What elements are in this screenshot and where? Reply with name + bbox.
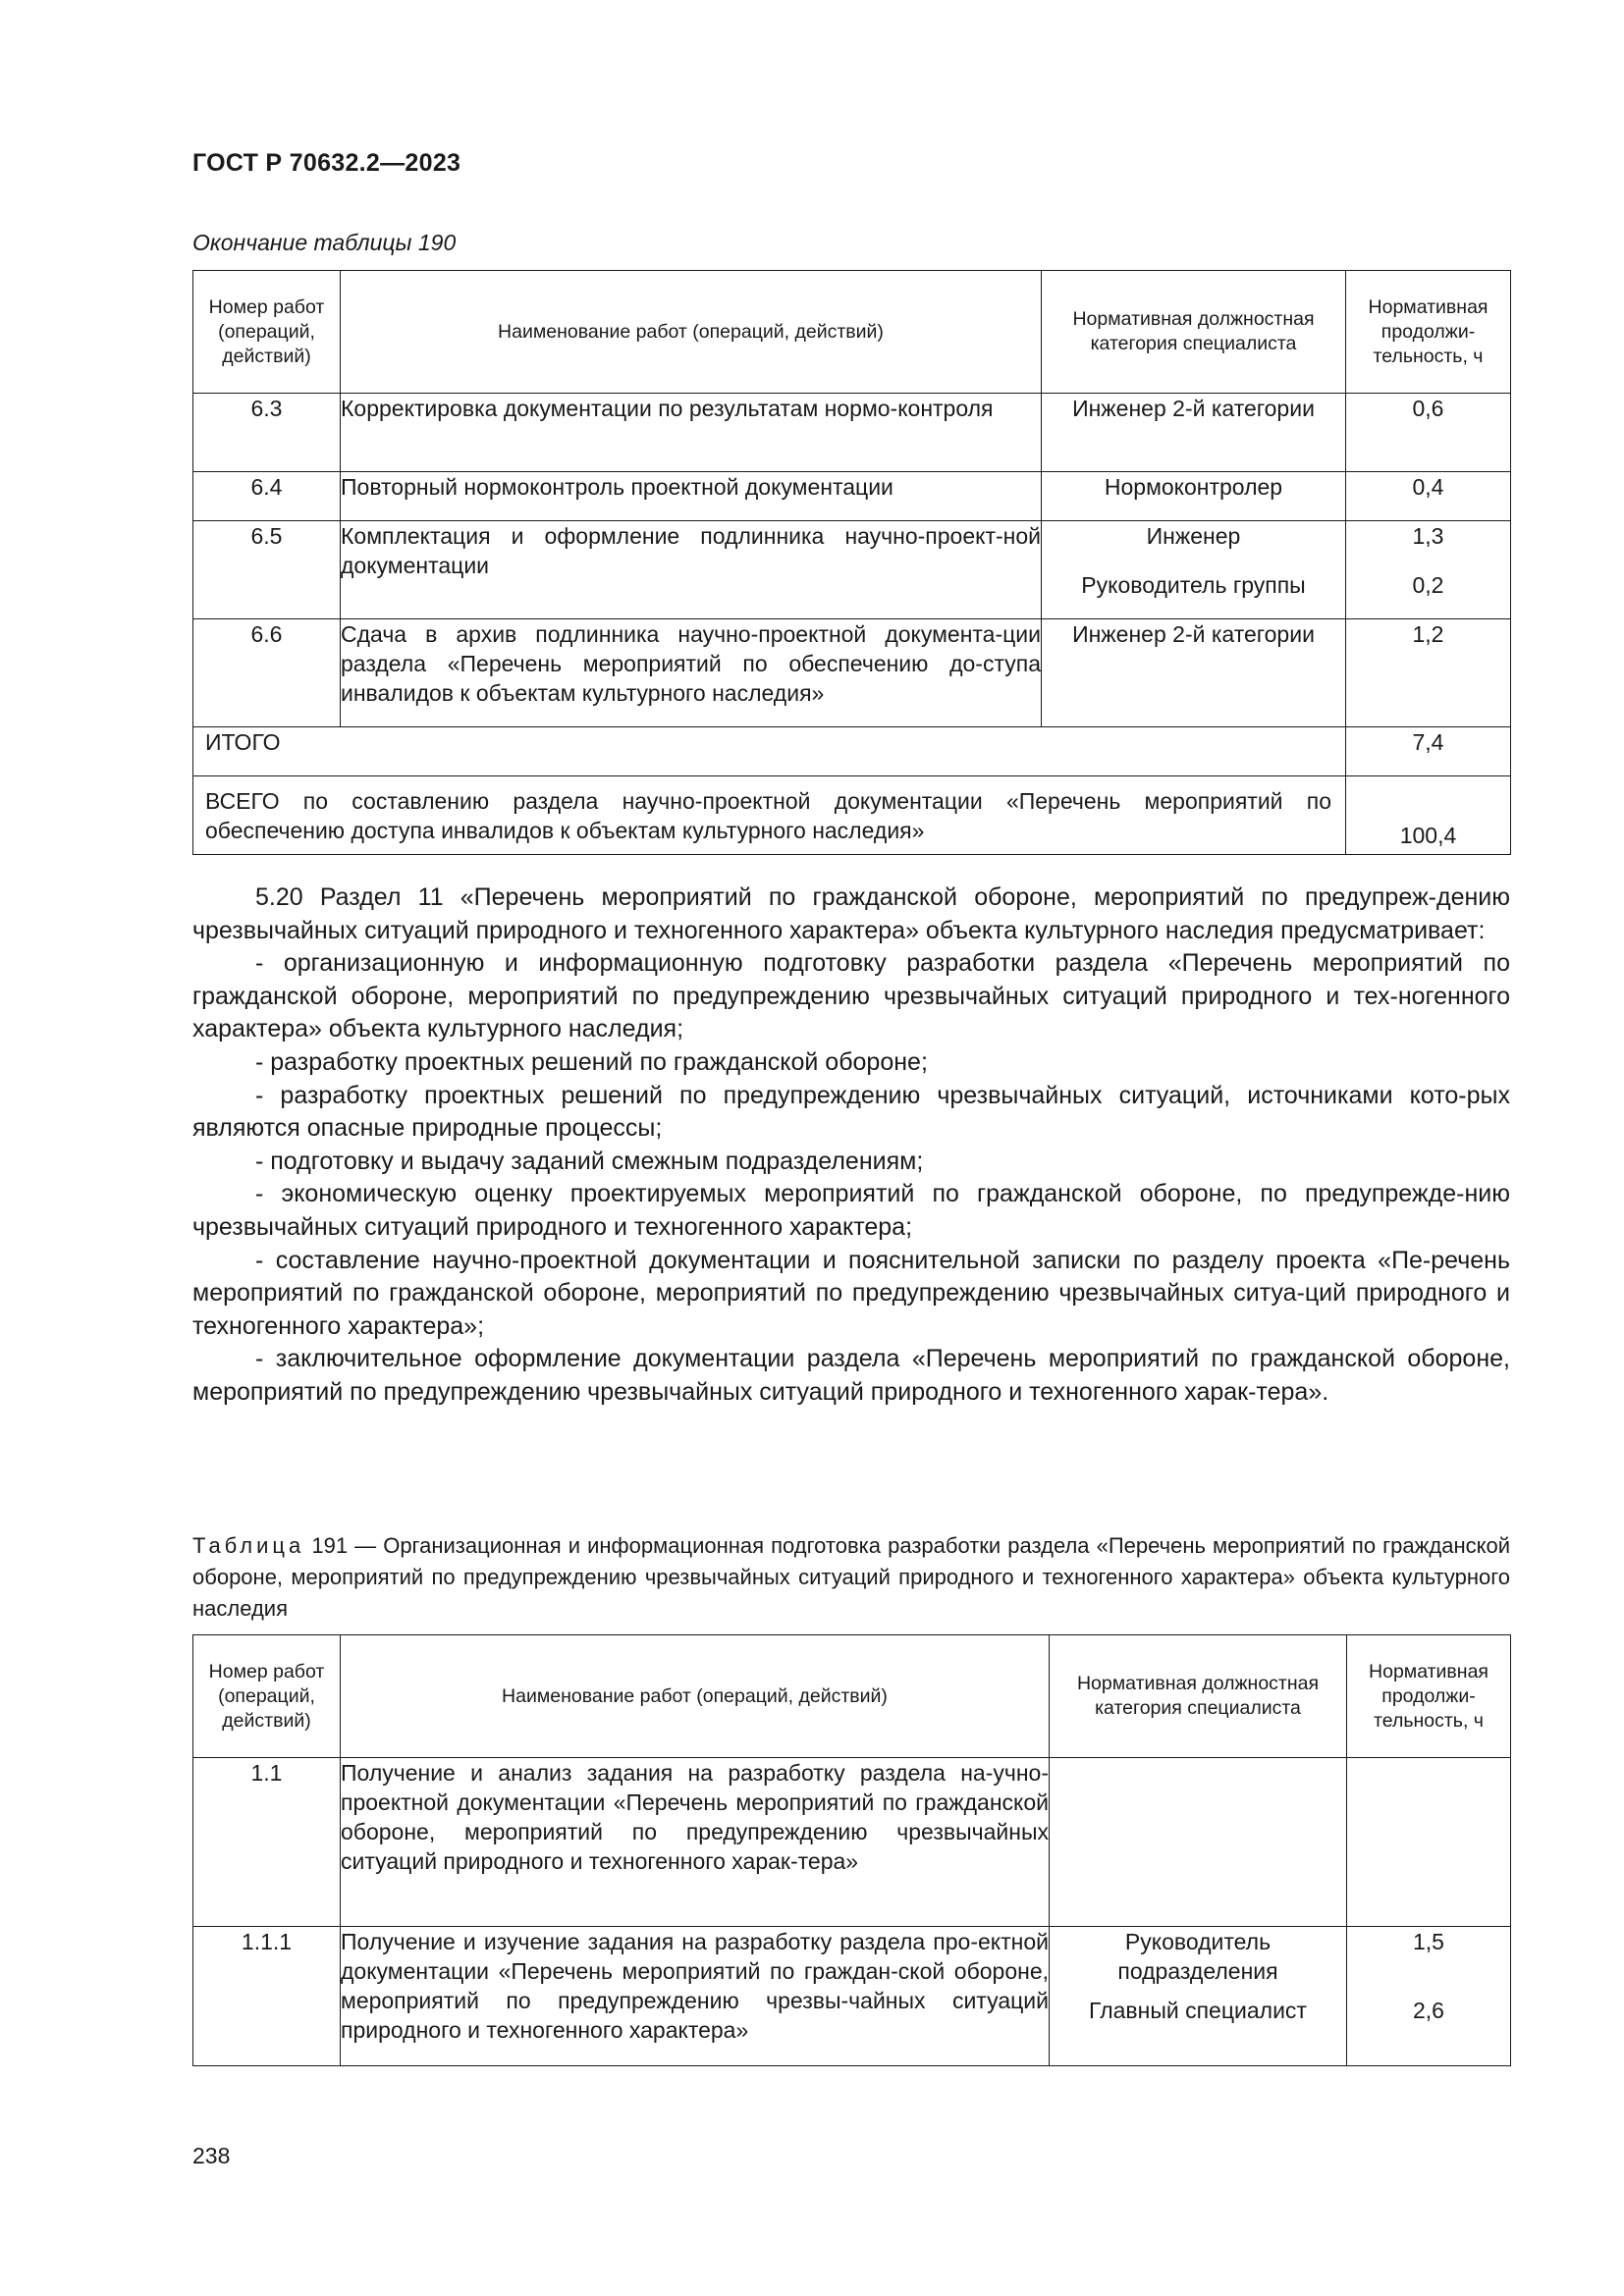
row-duration: 0,4 <box>1346 472 1511 521</box>
table-row <box>193 619 1511 727</box>
list-item: - разработку проектных решений по предупреждению чрезвычайных ситуаций, источниками кото-рых являются опасные природные процессы; <box>192 1081 1510 1143</box>
column-header-name: Наименование работ (операций, действий) <box>341 271 1042 394</box>
row-name: Получение и анализ задания на разработку раздела на-учно-проектной документации «Перечень мероприятий по гражданской обороне, мероприятий по предупреждению чрезвычайных ситуаций природного и техногенного харак-тера» <box>341 1758 1050 1927</box>
column-header-duration: Нормативная продолжи-тельность, ч <box>1346 271 1511 394</box>
table-row <box>193 394 1511 472</box>
row-duration: 1,5 <box>1413 1929 1444 1954</box>
row-number: 1.1.1 <box>193 1927 341 2066</box>
row-name: Повторный нормоконтроль проектной документации <box>341 472 1042 521</box>
table-caption-word: Таблица <box>192 1533 305 1558</box>
row-duration-secondary: 2,6 <box>1413 1998 1444 2023</box>
total-value: 7,4 <box>1346 727 1511 776</box>
row-name: Сдача в архив подлинника научно-проектной документа-ции раздела «Перечень мероприятий по обеспечению до-ступа инвалидов к объектам культурного наследия» <box>341 619 1042 727</box>
row-duration <box>1347 1758 1511 1927</box>
grand-total-value: 100,4 <box>1346 776 1511 855</box>
row-duration: 1,2 <box>1346 619 1511 727</box>
row-duration-group <box>1346 521 1511 619</box>
table-row <box>193 1758 1511 1927</box>
table-190-continuation-caption: Окончание таблицы 190 <box>192 230 457 255</box>
column-header-number: Номер работ (операций, действий) <box>193 271 341 394</box>
grand-total-row <box>193 776 1511 855</box>
row-name: Комплектация и оформление подлинника научно-проект-ной документации <box>341 521 1042 619</box>
list-item: - разработку проектных решений по гражданской обороне; <box>255 1047 928 1076</box>
page-number: 238 <box>192 2143 231 2168</box>
column-header-category: Нормативная должностная категория специалиста <box>1050 1635 1347 1758</box>
table-191 <box>192 1634 1511 2066</box>
column-header-category: Нормативная должностная категория специалиста <box>1042 271 1346 394</box>
row-duration-group <box>1347 1927 1511 2066</box>
row-category: Инженер 2-й категории <box>1042 619 1346 727</box>
column-header-name: Наименование работ (операций, действий) <box>341 1635 1050 1758</box>
table-header-row <box>193 271 1511 394</box>
table-row <box>193 521 1511 619</box>
list-item: - составление научно-проектной документации и пояснительной записки по разделу проекта «Пе-речень мероприятий по гражданской обороне, мероприятий по предупреждению чрезвычайных ситуа-ций природного и техногенного характера»; <box>192 1246 1510 1340</box>
section-intro-paragraph: 5.20 Раздел 11 «Перечень мероприятий по гражданской обороне, мероприятий по предупреж-дению чрезвычайных ситуаций природного и техногенного характера» объекта культурного наследия предусматривает: <box>192 883 1510 944</box>
row-category-secondary: Главный специалист <box>1089 1998 1307 2023</box>
list-item: - заключительное оформление документации раздела «Перечень мероприятий по гражданской обороне, мероприятий по предупреждению чрезвычайных ситуаций природного и техногенного харак-тера». <box>192 1345 1510 1406</box>
row-category-secondary: Руководитель группы <box>1081 572 1306 598</box>
row-number: 6.3 <box>193 394 341 472</box>
total-row <box>193 727 1511 776</box>
list-item: - организационную и информационную подготовку разработки раздела «Перечень мероприятий по гражданской обороне, мероприятий по предупреждению чрезвычайных ситуаций природного и тех-ногенного характера» объекта культурного наследия; <box>192 949 1510 1043</box>
table-191-caption <box>192 1530 1510 1625</box>
column-header-number: Номер работ (операций, действий) <box>193 1635 341 1758</box>
row-category: Инженер 2-й категории <box>1042 394 1346 472</box>
column-header-duration: Нормативная продолжи-тельность, ч <box>1347 1635 1511 1758</box>
list-item: - экономическую оценку проектируемых мероприятий по гражданской обороне, по предупрежде-нию чрезвычайных ситуаций природного и техногенного характера; <box>192 1180 1510 1241</box>
row-number: 6.6 <box>193 619 341 727</box>
row-category: Нормоконтролер <box>1042 472 1346 521</box>
table-190 <box>192 270 1511 855</box>
row-name: Корректировка документации по результатам нормо-контроля <box>341 394 1042 472</box>
row-number: 1.1 <box>193 1758 341 1927</box>
table-caption-text: 191 — Организационная и информационная подготовка разработки раздела «Перечень мероприятий по гражданской обороне, мероприятий по предупреждению чрезвычайных ситуаций природного и техногенного характера» объекта культурного наследия <box>192 1533 1510 1621</box>
row-name: Получение и изучение задания на разработку раздела про-ектной документации «Перечень мероприятий по граждан-ской обороне, мероприятий по предупреждению чрезвы-чайных ситуаций природного и техногенного характера» <box>341 1927 1050 2066</box>
section-5-20 <box>192 881 1510 1410</box>
row-category <box>1050 1758 1347 1927</box>
document-code: ГОСТ Р 70632.2—2023 <box>192 149 461 177</box>
total-label: ИТОГО <box>193 727 1346 776</box>
row-category: Руководитель подразделения <box>1117 1929 1278 1984</box>
row-category: Инженер <box>1146 523 1241 549</box>
row-category-group <box>1042 521 1346 619</box>
row-duration: 1,3 <box>1412 523 1444 549</box>
row-category-group <box>1050 1927 1347 2066</box>
grand-total-label: ВСЕГО по составлению раздела научно-проектной документации «Перечень мероприятий по обеспечению доступа инвалидов к объектам культурного наследия» <box>193 776 1346 855</box>
row-number: 6.4 <box>193 472 341 521</box>
list-item: - подготовку и выдачу заданий смежным подразделениям; <box>255 1147 924 1175</box>
row-number: 6.5 <box>193 521 341 619</box>
table-row <box>193 472 1511 521</box>
row-duration-secondary: 0,2 <box>1412 572 1444 598</box>
table-row <box>193 1927 1511 2066</box>
row-duration: 0,6 <box>1346 394 1511 472</box>
table-header-row <box>193 1635 1511 1758</box>
